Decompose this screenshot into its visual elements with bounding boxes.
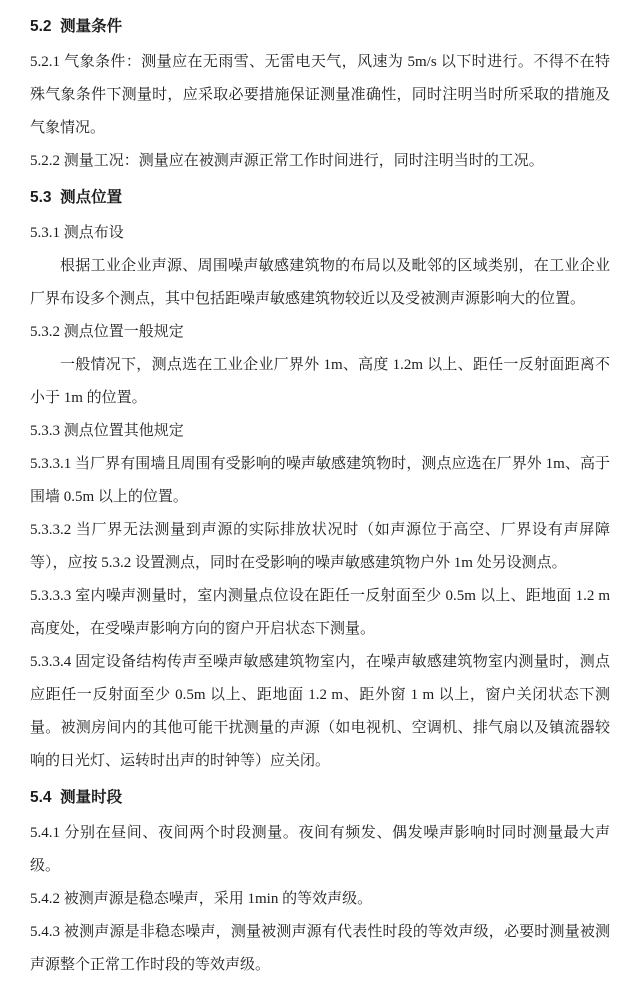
paragraph-5-3-3-2: 5.3.3.2 当厂界无法测量到声源的实际排放状况时（如声源位于高空、厂界设有声屏障等），应按 5.3.2 设置测点，同时在受影响的噪声敏感建筑物户外 1m 处另设测点。 (30, 522, 610, 571)
paragraph-5-3-2: 5.3.2 测点位置一般规定 (30, 324, 184, 340)
paragraph-5-3-1: 5.3.1 测点布设 (30, 225, 124, 241)
section-heading-5-4: 5.4 测量时段 (30, 789, 123, 806)
paragraph-5-3-2-body: 一般情况下，测点选在工业企业厂界外 1m、高度 1.2m 以上、距任一反射面距离不小于 1m 的位置。 (30, 357, 610, 406)
paragraph-5-2-1: 5.2.1 气象条件：测量应在无雨雪、无雷电天气，风速为 5m/s 以下时进行。不得不在特殊气象条件下测量时，应采取必要措施保证测量准确性，同时注明当时所采取的措施及气象情况。 (30, 54, 610, 136)
paragraph-5-3-3-4: 5.3.3.4 固定设备结构传声至噪声敏感建筑物室内，在噪声敏感建筑物室内测量时，测点应距任一反射面至少 0.5m 以上、距地面 1.2 m、距外窗 1 m 以上，窗户关闭状态下测量。被测房间内的其他可能干扰测量的声源（如电视机、空调机、排气扇以及镇流器较响的日光灯、运转时出声的时钟等）应关闭。 (30, 654, 610, 769)
paragraph-5-3-3-1: 5.3.3.1 当厂界有围墙且周围有受影响的噪声敏感建筑物时，测点应选在厂界外 1m、高于围墙 0.5m 以上的位置。 (30, 456, 610, 505)
paragraph-5-4-2: 5.4.2 被测声源是稳态噪声，采用 1min 的等效声级。 (30, 891, 373, 907)
paragraph-5-2-2: 5.2.2 测量工况：测量应在被测声源正常工作时间进行，同时注明当时的工况。 (30, 153, 544, 169)
paragraph-5-3-3-3: 5.3.3.3 室内噪声测量时，室内测量点位设在距任一反射面至少 0.5m 以上、距地面 1.2 m 高度处，在受噪声影响方向的窗户开启状态下测量。 (30, 588, 610, 637)
section-heading-5-3: 5.3 测点位置 (30, 189, 123, 206)
section-heading-5-2: 5.2 测量条件 (30, 18, 123, 35)
paragraph-5-4-3: 5.4.3 被测声源是非稳态噪声，测量被测声源有代表性时段的等效声级，必要时测量被测声源整个正常工作时段的等效声级。 (30, 924, 610, 973)
paragraph-5-3-3: 5.3.3 测点位置其他规定 (30, 423, 184, 439)
paragraph-5-4-1: 5.4.1 分别在昼间、夜间两个时段测量。夜间有频发、偶发噪声影响时同时测量最大声级。 (30, 825, 610, 874)
paragraph-5-3-1-body: 根据工业企业声源、周围噪声敏感建筑物的布局以及毗邻的区域类别，在工业企业厂界布设多个测点，其中包括距噪声敏感建筑物较近以及受被测声源影响大的位置。 (30, 258, 610, 307)
